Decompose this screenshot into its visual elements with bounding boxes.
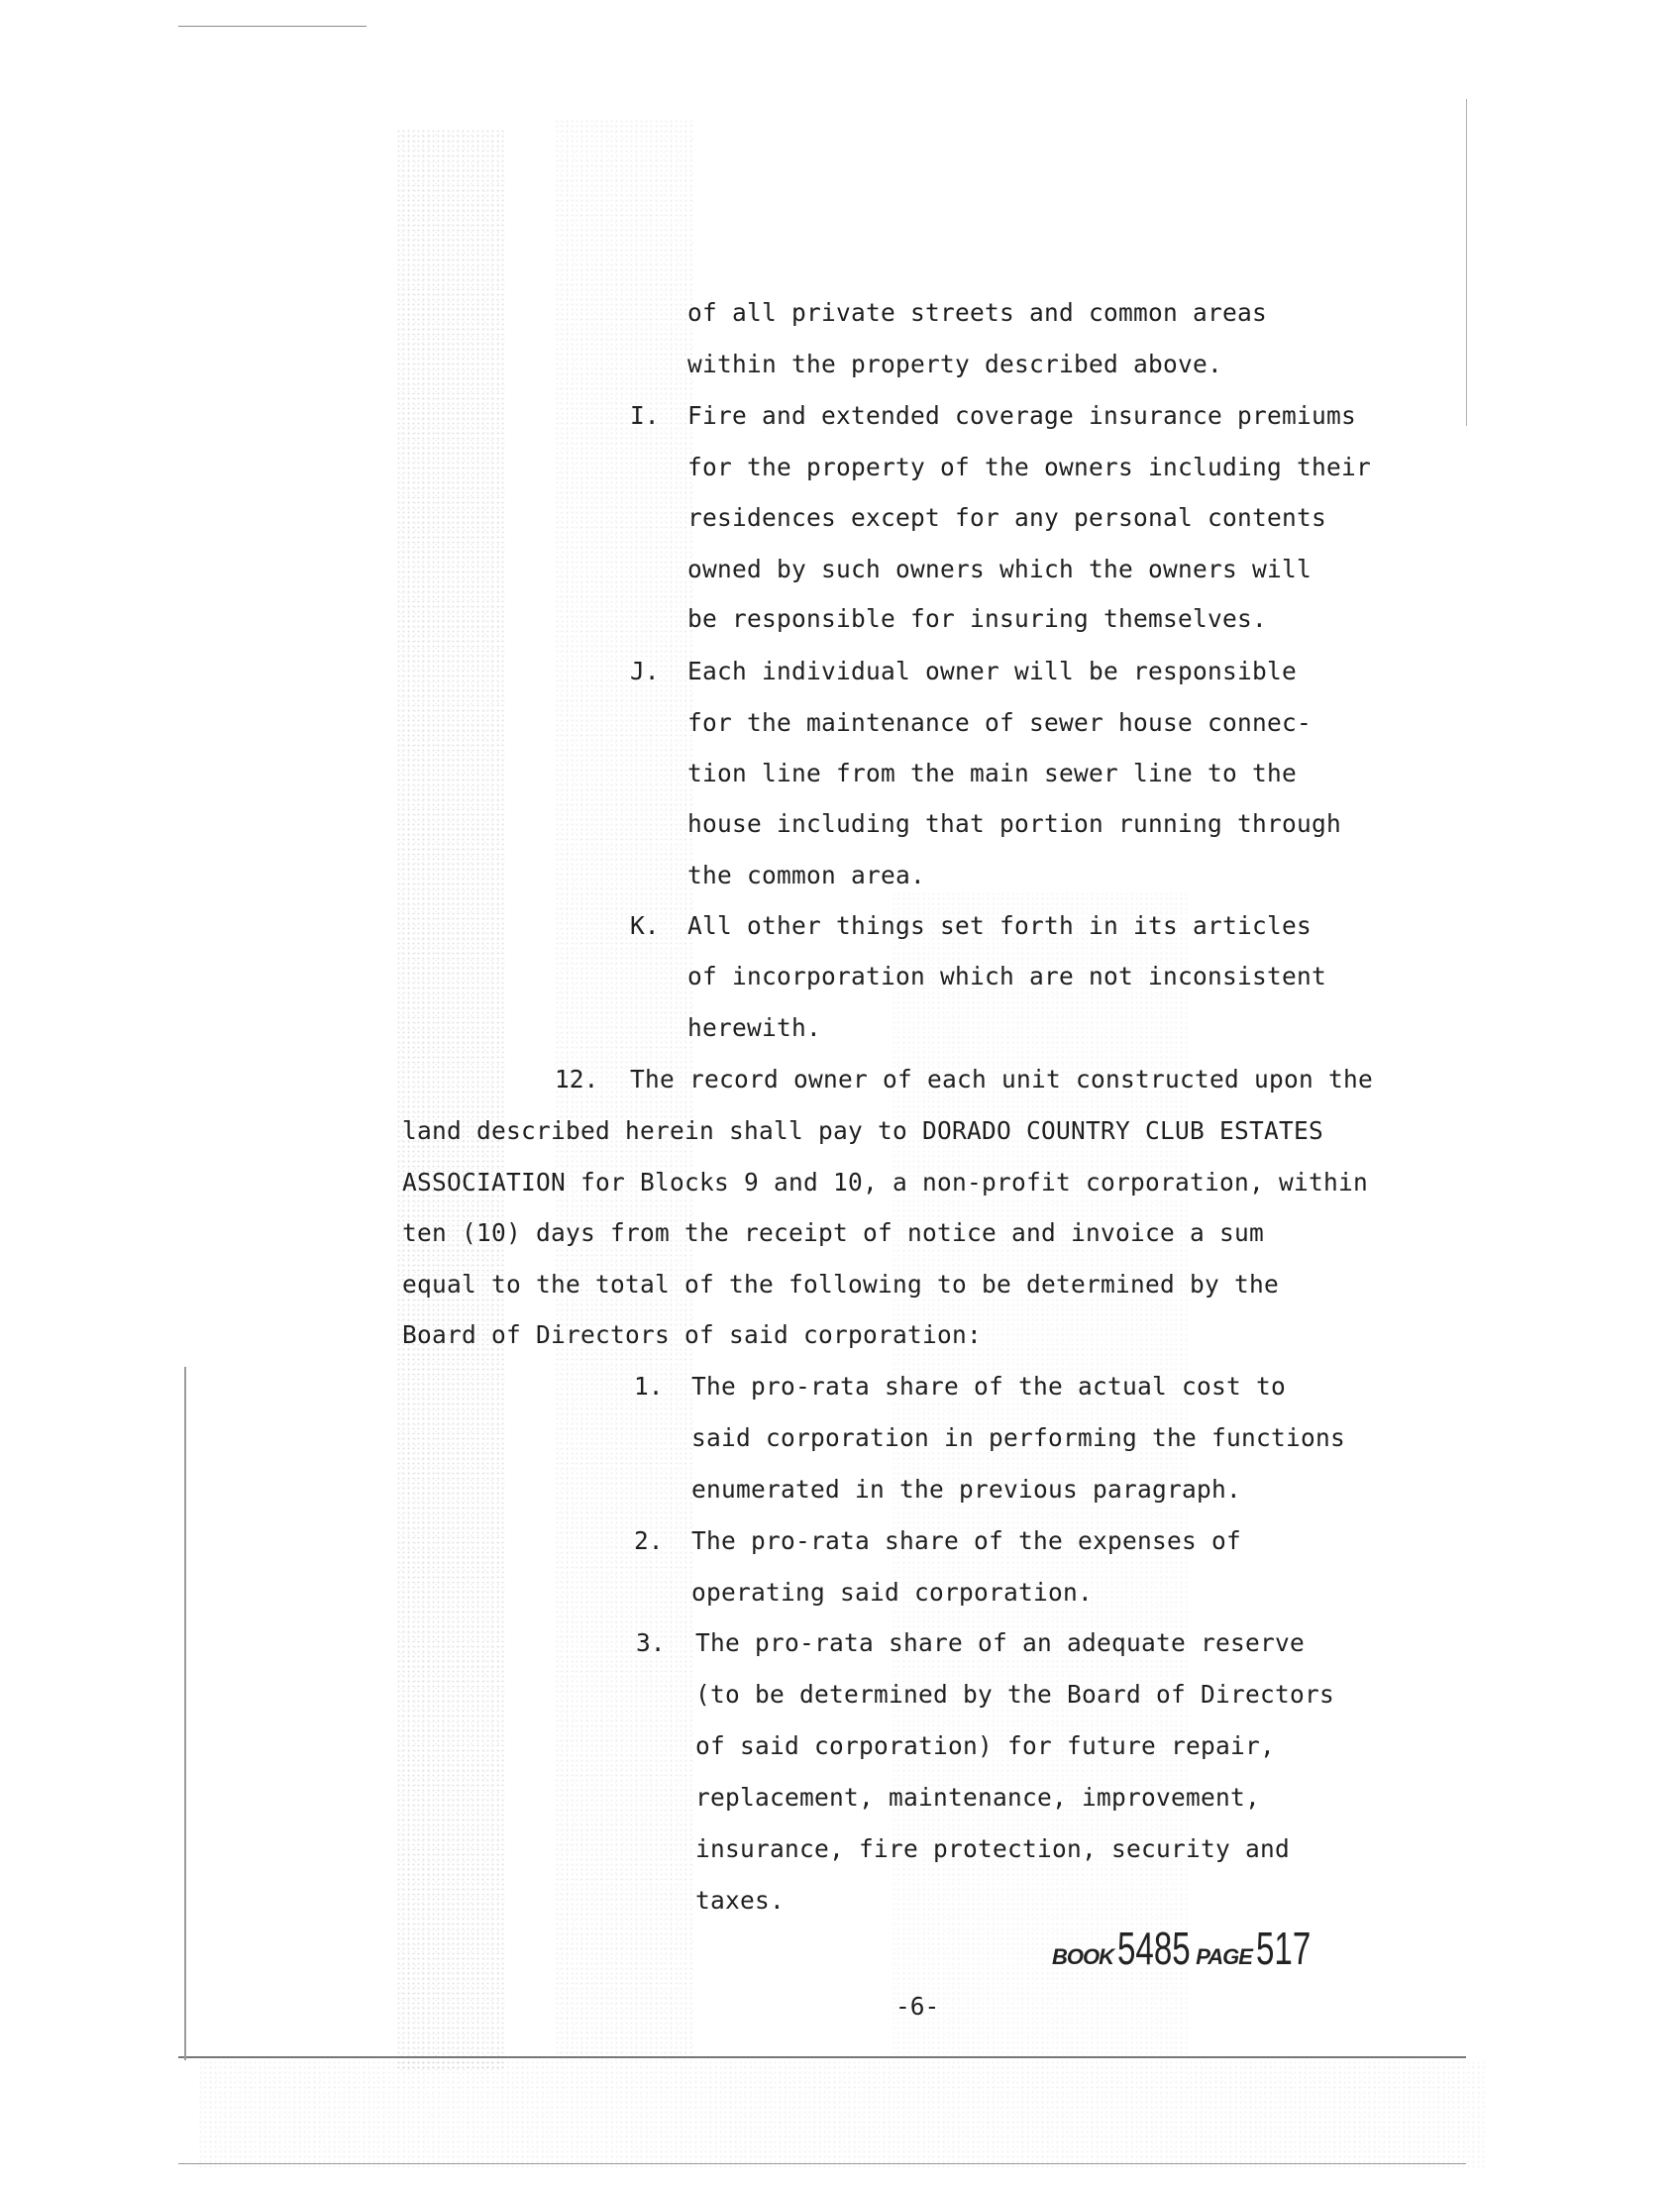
body-line: operating said corporation. bbox=[691, 1578, 1094, 1607]
body-line: owned by such owners which the owners will bbox=[687, 555, 1312, 583]
body-line: herewith. bbox=[687, 1013, 822, 1042]
body-line: replacement, maintenance, improvement, bbox=[695, 1783, 1261, 1812]
scan-edge-line bbox=[178, 2163, 1466, 2164]
body-line: of all private streets and common areas bbox=[687, 298, 1268, 327]
body-line: (to be determined by the Board of Directors bbox=[695, 1680, 1335, 1709]
body-line: Each individual owner will be responsible bbox=[687, 657, 1298, 685]
page-number-stamp: 517 bbox=[1256, 1923, 1312, 1974]
body-line: be responsible for insuring themselves. bbox=[687, 604, 1268, 633]
scan-edge-line bbox=[178, 2056, 1466, 2058]
subitem-label: 1. bbox=[634, 1372, 664, 1401]
book-label: BOOK bbox=[1052, 1944, 1113, 1969]
body-line: The pro-rata share of the actual cost to bbox=[691, 1372, 1287, 1401]
paragraph-number: 12. bbox=[555, 1065, 599, 1094]
body-line: equal to the total of the following to be determined by the bbox=[402, 1270, 1280, 1299]
body-line: The pro-rata share of the expenses of bbox=[691, 1526, 1242, 1555]
subitem-label: 3. bbox=[636, 1628, 666, 1657]
body-line: of incorporation which are not inconsistent bbox=[687, 962, 1327, 990]
body-line: insurance, fire protection, security and bbox=[695, 1834, 1291, 1863]
body-line: ten (10) days from the receipt of notice and invoice a sum bbox=[402, 1218, 1265, 1247]
body-line: for the maintenance of sewer house connec- bbox=[687, 708, 1312, 737]
subitem-label: 2. bbox=[634, 1526, 664, 1555]
body-line: ASSOCIATION for Blocks 9 and 10, a non-profit corporation, within bbox=[402, 1168, 1369, 1197]
body-line: house including that portion running through bbox=[687, 809, 1342, 838]
body-line: Fire and extended coverage insurance premiums bbox=[687, 401, 1357, 430]
body-line: for the property of the owners including their bbox=[687, 453, 1372, 481]
scan-shading bbox=[198, 2060, 1486, 2169]
body-line: The pro-rata share of an adequate reserve bbox=[695, 1628, 1306, 1657]
body-line: the common area. bbox=[687, 861, 926, 889]
body-line: Board of Directors of said corporation: bbox=[402, 1320, 983, 1349]
body-line: residences except for any personal contents bbox=[687, 503, 1327, 532]
item-label: K. bbox=[630, 911, 660, 940]
body-line: of said corporation) for future repair, bbox=[695, 1731, 1276, 1760]
scan-edge-line bbox=[184, 1367, 186, 2060]
scan-edge-line bbox=[178, 26, 367, 27]
item-label: I. bbox=[630, 401, 660, 430]
body-line: said corporation in performing the functions bbox=[691, 1423, 1346, 1452]
body-line: All other things set forth in its articles bbox=[687, 911, 1312, 940]
body-line: land described herein shall pay to DORADO COUNTRY CLUB ESTATES bbox=[402, 1116, 1324, 1145]
book-number: 5485 bbox=[1117, 1923, 1192, 1974]
body-line: taxes. bbox=[695, 1886, 786, 1915]
body-line: The record owner of each unit constructed upon the bbox=[630, 1065, 1374, 1094]
page-label: PAGE bbox=[1196, 1944, 1252, 1969]
book-page-stamp bbox=[1052, 1922, 1332, 1975]
body-line: tion line from the main sewer line to the bbox=[687, 759, 1298, 787]
body-line: enumerated in the previous paragraph. bbox=[691, 1475, 1242, 1504]
item-label: J. bbox=[630, 657, 660, 685]
page-number: -6- bbox=[895, 1992, 940, 2021]
scan-shading bbox=[396, 129, 505, 2070]
body-line: within the property described above. bbox=[687, 350, 1223, 378]
scan-edge-line bbox=[1466, 99, 1467, 426]
